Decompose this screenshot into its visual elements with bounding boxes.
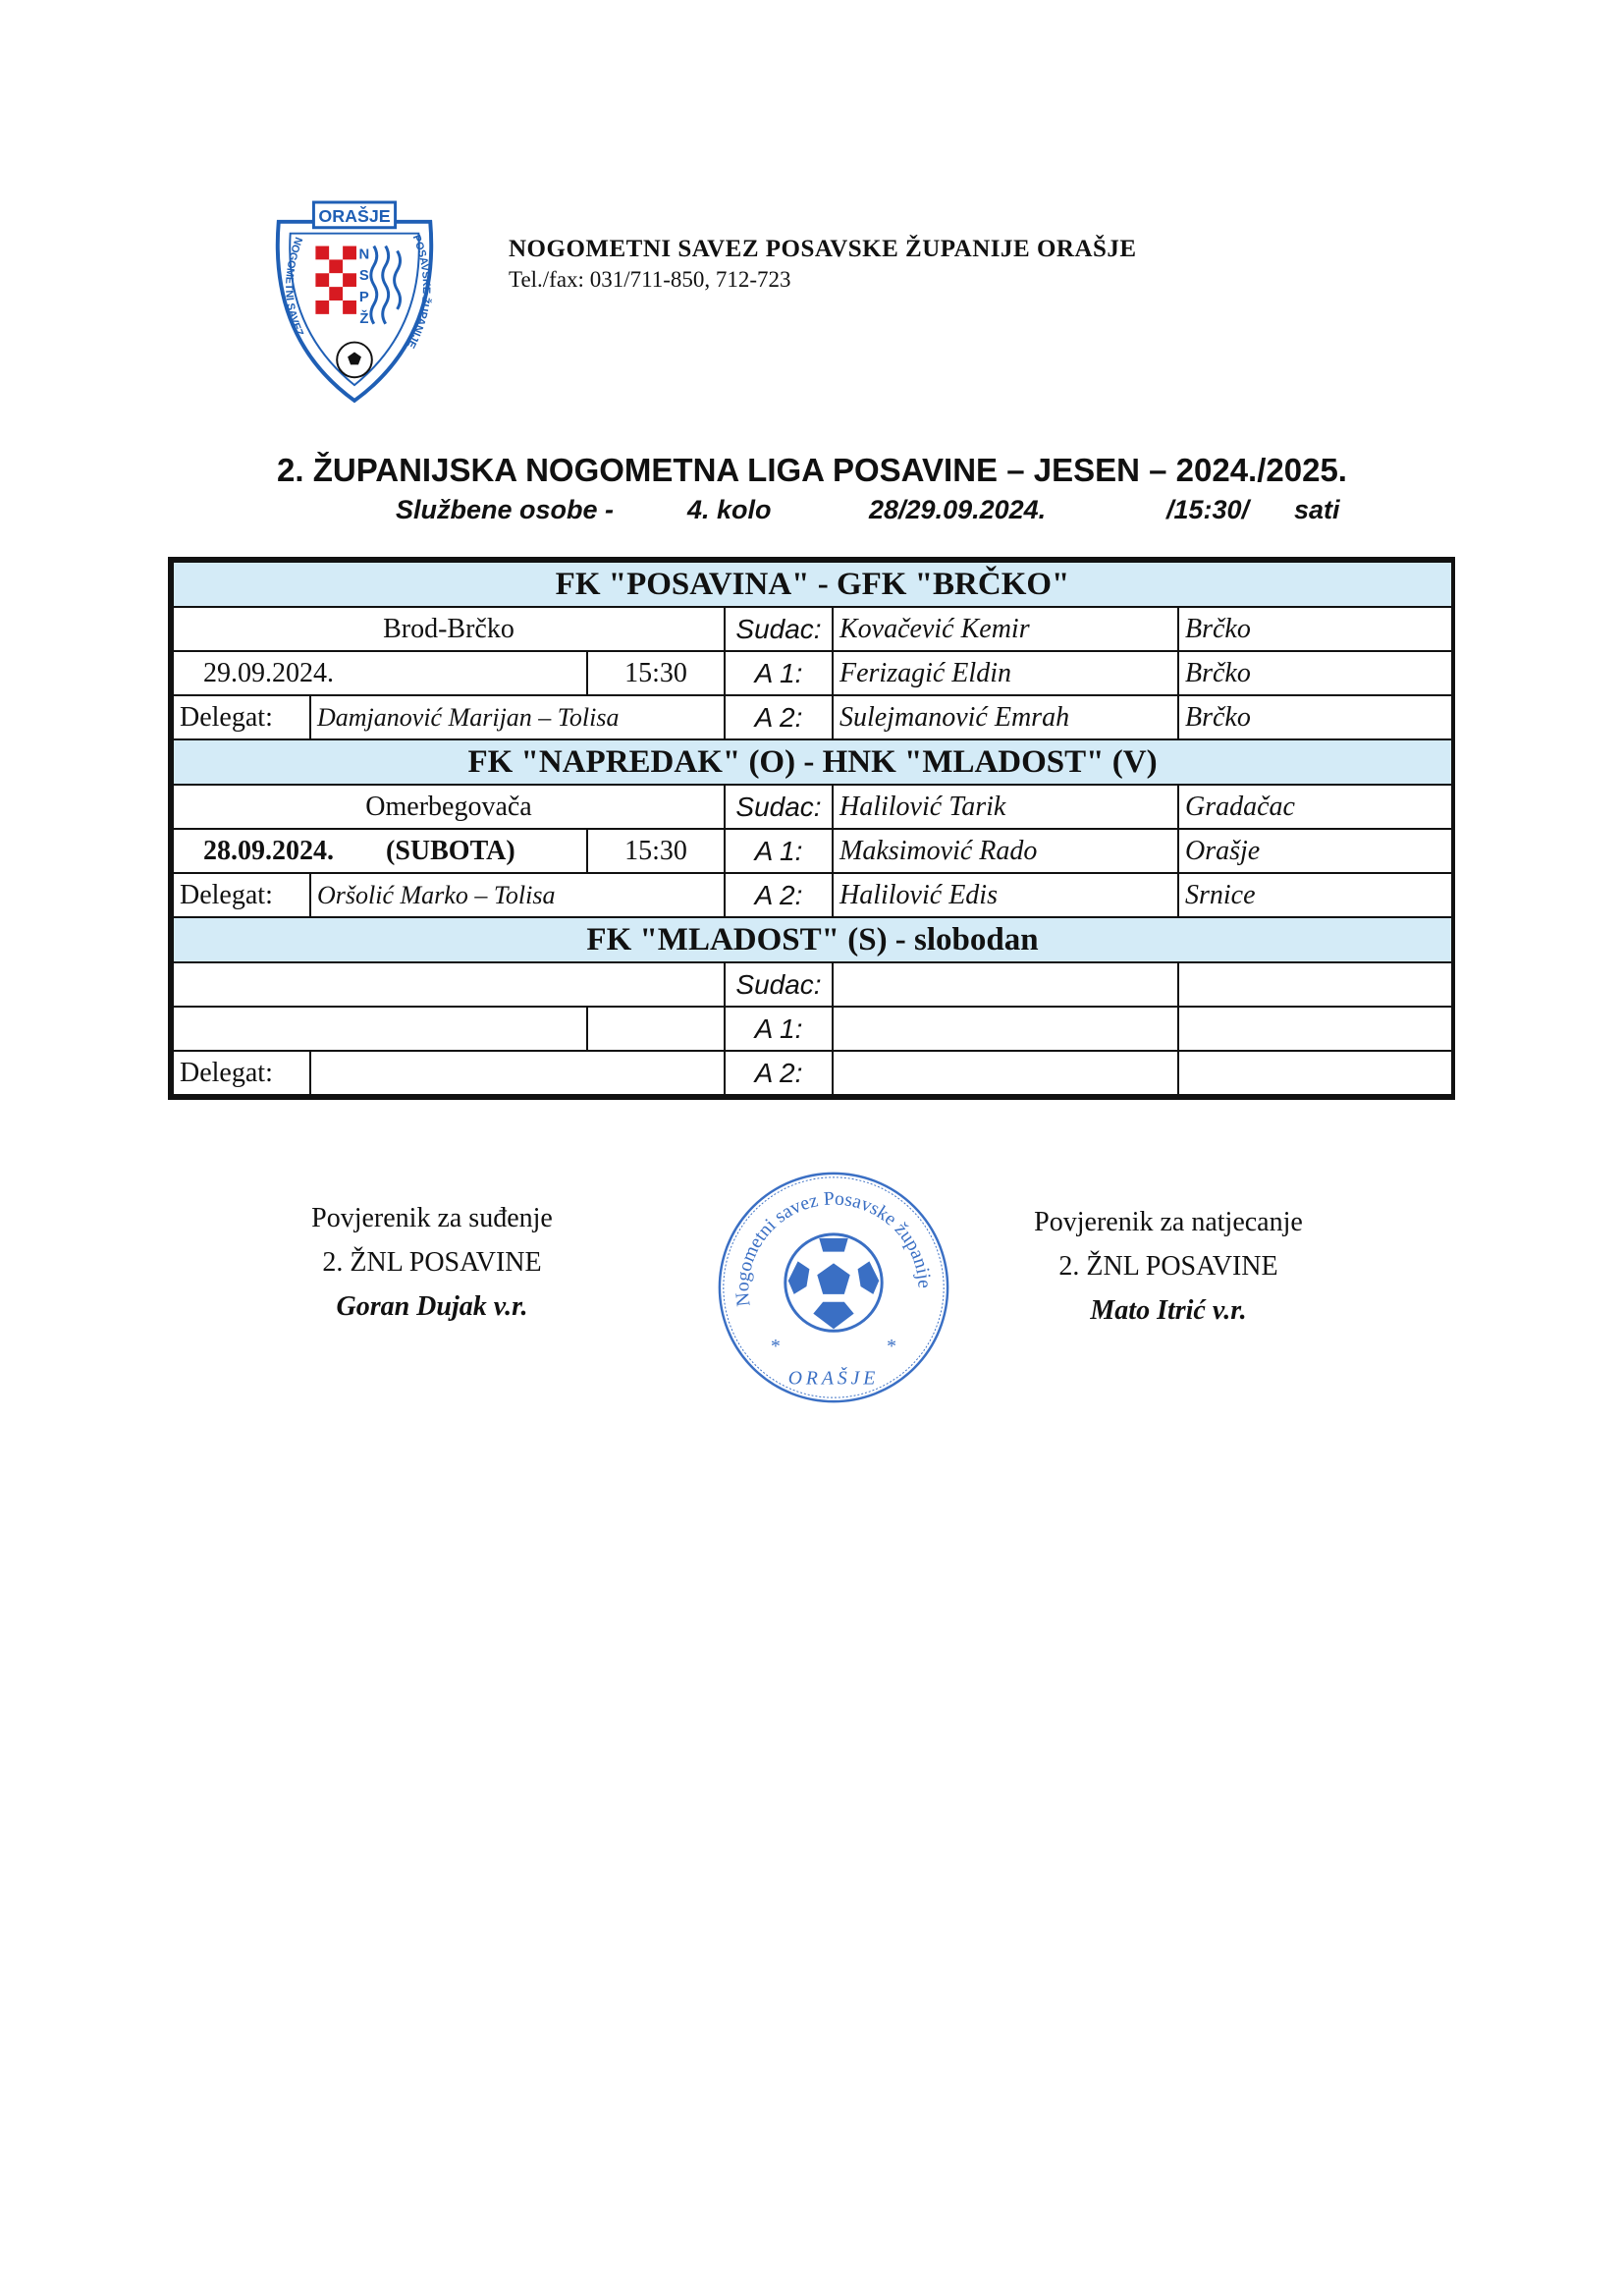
match-header	[173, 562, 1452, 607]
assistant1-name	[833, 1007, 1178, 1051]
delegate-name: Damjanović Marijan – Tolisa	[310, 695, 725, 739]
table-row	[173, 1007, 1452, 1051]
referee-city	[1178, 962, 1452, 1007]
referee-name	[833, 962, 1178, 1007]
referee-label: Sudac:	[725, 785, 833, 829]
assistant1-label: A 1:	[725, 651, 833, 695]
svg-text:*: *	[771, 1335, 781, 1357]
assistant1-name: Maksimović Rado	[833, 829, 1178, 873]
assistant2-city: Srnice	[1178, 873, 1452, 917]
signature-name: Goran Dujak v.r.	[336, 1291, 528, 1322]
assistant2-name	[833, 1051, 1178, 1095]
referee-name: Halilović Tarik	[833, 785, 1178, 829]
assistant2-label: A 2:	[725, 695, 833, 739]
time-unit: sati	[1294, 495, 1340, 524]
assistant2-name: Halilović Edis	[833, 873, 1178, 917]
assistant2-label: A 2:	[725, 873, 833, 917]
delegate-label: Delegat:	[173, 873, 310, 917]
match-title: FK "MLADOST" (S) - slobodan	[173, 917, 1452, 962]
signature-league: 2. ŽNL POSAVINE	[1058, 1251, 1278, 1282]
assistant2-city: Brčko	[1178, 695, 1452, 739]
match-header	[173, 917, 1452, 962]
svg-text:Ž: Ž	[359, 310, 369, 327]
delegate-label: Delegat:	[173, 695, 310, 739]
table-row	[173, 962, 1452, 1007]
assistant1-city: Orašje	[1178, 829, 1452, 873]
delegate-name	[310, 1051, 725, 1095]
delegate-name: Oršolić Marko – Tolisa	[310, 873, 725, 917]
subtitle-label: Službene osobe -	[396, 495, 615, 524]
svg-text:ORAŠJE: ORAŠJE	[318, 205, 391, 226]
match-date	[173, 1007, 587, 1051]
table-row	[173, 607, 1452, 651]
signature-league: 2. ŽNL POSAVINE	[322, 1247, 542, 1278]
competition-commissioner-signature	[997, 1200, 1340, 1333]
assistant1-label: A 1:	[725, 1007, 833, 1051]
round-dates: 28/29.09.2024.	[869, 495, 1047, 524]
signature-name: Mato Itrić v.r.	[1090, 1295, 1247, 1326]
assistant1-label: A 1:	[725, 829, 833, 873]
svg-text:P: P	[358, 289, 369, 305]
svg-text:Nogometni savez Posavske župan: Nogometni savez Posavske županije	[731, 1187, 936, 1308]
svg-text:S: S	[358, 268, 369, 285]
organization-name: NOGOMETNI SAVEZ POSAVSKE ŽUPANIJE ORAŠJE	[509, 236, 1137, 262]
referee-city: Gradačac	[1178, 785, 1452, 829]
match-date: 29.09.2024.	[173, 651, 587, 695]
match-venue	[173, 962, 725, 1007]
assistant1-city	[1178, 1007, 1452, 1051]
delegate-label: Delegat:	[173, 1051, 310, 1095]
assistant2-label: A 2:	[725, 1051, 833, 1095]
kickoff-time: /15:30/	[1166, 495, 1250, 524]
match-header	[173, 739, 1452, 785]
referee-label: Sudac:	[725, 607, 833, 651]
match-date: 28.09.2024.	[203, 835, 334, 866]
svg-text:N: N	[358, 246, 370, 263]
assistant1-name: Ferizagić Eldin	[833, 651, 1178, 695]
match-time: 15:30	[587, 651, 725, 695]
match-venue: Brod-Brčko	[173, 607, 725, 651]
document-title: 2. ŽUPANIJSKA NOGOMETNA LIGA POSAVINE – JESEN – 2024./2025.	[277, 452, 1347, 488]
table-row	[173, 873, 1452, 917]
match-date-cell	[173, 829, 587, 873]
referee-commissioner-signature	[275, 1196, 589, 1329]
match-day: (SUBOTA)	[386, 835, 515, 866]
table-row	[173, 785, 1452, 829]
table-row	[173, 651, 1452, 695]
match-time: 15:30	[587, 829, 725, 873]
official-stamp	[713, 1167, 954, 1408]
referee-name: Kovačević Kemir	[833, 607, 1178, 651]
referee-city: Brčko	[1178, 607, 1452, 651]
match-title: FK "POSAVINA" - GFK "BRČKO"	[173, 562, 1452, 607]
round-number: 4. kolo	[687, 495, 772, 524]
match-time	[587, 1007, 725, 1051]
table-row	[173, 1051, 1452, 1095]
svg-text:POSAVSKE ŽUPANIJE: POSAVSKE ŽUPANIJE	[404, 233, 432, 351]
match-venue: Omerbegovača	[173, 785, 725, 829]
assistant1-city: Brčko	[1178, 651, 1452, 695]
table-row	[173, 829, 1452, 873]
svg-text:ORAŠJE: ORAŠJE	[787, 1367, 880, 1390]
table-row	[173, 695, 1452, 739]
match-title: FK "NAPREDAK" (O) - HNK "MLADOST" (V)	[173, 739, 1452, 785]
officials-table	[168, 557, 1455, 1100]
assistant2-name: Sulejmanović Emrah	[833, 695, 1178, 739]
association-logo	[257, 192, 452, 407]
assistant2-city	[1178, 1051, 1452, 1095]
signature-role: Povjerenik za natjecanje	[1034, 1207, 1303, 1237]
organization-phone: Tel./fax: 031/711-850, 712-723	[509, 267, 791, 292]
svg-text:*: *	[887, 1335, 896, 1357]
referee-label: Sudac:	[725, 962, 833, 1007]
signature-role: Povjerenik za suđenje	[311, 1203, 553, 1233]
svg-text:NOGOMETNI SAVEZ: NOGOMETNI SAVEZ	[283, 235, 306, 339]
